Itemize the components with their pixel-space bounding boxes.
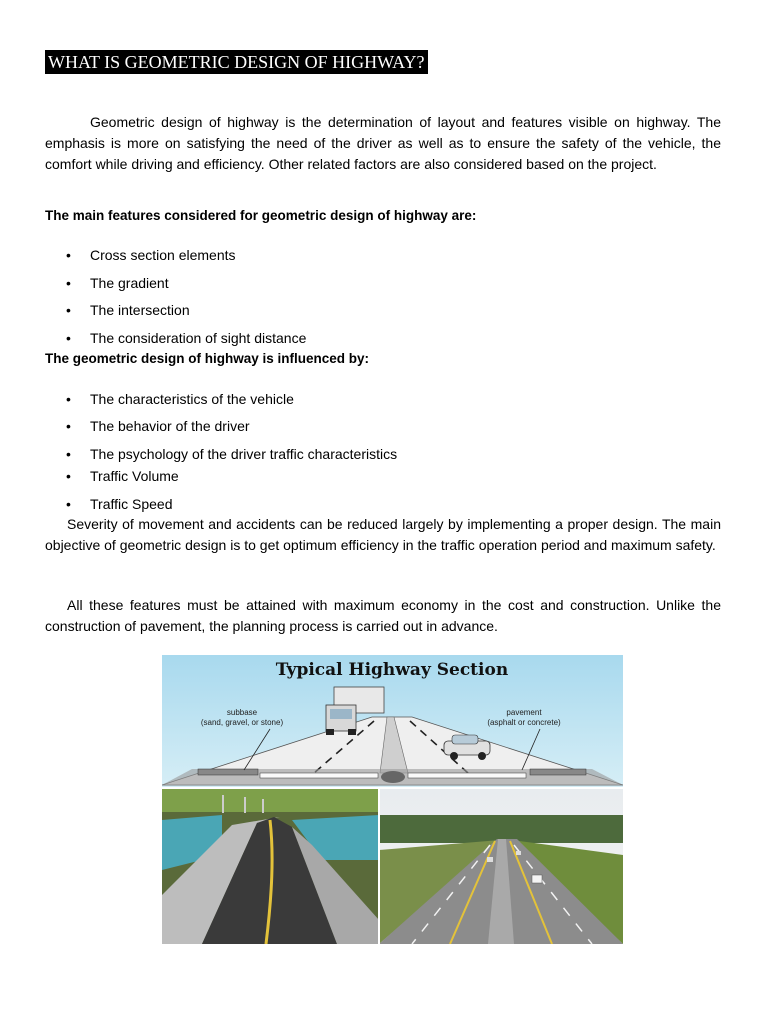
cross-section-diagram xyxy=(162,655,623,788)
list-item: • The psychology of the driver traffic characteristics xyxy=(66,446,398,462)
subbase-label: subbase xyxy=(226,708,258,717)
bullet-icon: • xyxy=(66,468,71,484)
bullet-icon: • xyxy=(66,302,71,318)
bullet-icon: • xyxy=(66,275,71,291)
list-item: • Traffic Volume xyxy=(66,468,179,484)
figure-title: Typical Highway Section xyxy=(275,660,509,680)
pavement-label: pavement xyxy=(506,708,542,717)
influence-heading: The geometric design of highway is influenced by: xyxy=(45,351,370,366)
list-item: • Cross section elements xyxy=(66,247,236,263)
pavement-label-detail: (asphalt or concrete) xyxy=(487,718,561,727)
bullet-icon: • xyxy=(66,247,71,263)
list-item: • The behavior of the driver xyxy=(66,418,250,434)
intro-paragraph: Geometric design of highway is the determination of layout and features visible on highway. The emphasis is more on satisfying the need of the driver as well as to ensure the safety of the vehicle, the comfort while driving and efficiency. Other related factors are also considered based on the project. xyxy=(45,114,721,172)
features-heading: The main features considered for geometric design of highway are: xyxy=(45,208,477,223)
economy-paragraph: All these features must be attained with maximum economy in the cost and construction. Unlike the construction of pavement, the planning process is carried out in advance. xyxy=(45,597,721,634)
list-item: • The consideration of sight distance xyxy=(66,330,307,346)
severity-paragraph: Severity of movement and accidents can be reduced largely by implementing a proper design. The main objective of geometric design is to get optimum efficiency in the traffic operation period and maximum safety. xyxy=(45,516,721,553)
list-item: • The gradient xyxy=(66,275,169,291)
road-render-photo xyxy=(162,788,379,944)
bullet-icon: • xyxy=(66,391,71,407)
bullet-icon: • xyxy=(66,496,71,512)
bullet-icon: • xyxy=(66,446,71,462)
subbase-label-detail: (sand, gravel, or stone) xyxy=(200,718,284,727)
highway-photo xyxy=(379,788,623,944)
list-item: • The intersection xyxy=(66,302,190,318)
bullet-icon: • xyxy=(66,418,71,434)
bullet-icon: • xyxy=(66,330,71,346)
page-title: WHAT IS GEOMETRIC DESIGN OF HIGHWAY? xyxy=(45,50,428,74)
highway-figure xyxy=(162,655,623,944)
list-item: • The characteristics of the vehicle xyxy=(66,391,294,407)
list-item: • Traffic Speed xyxy=(66,496,173,512)
